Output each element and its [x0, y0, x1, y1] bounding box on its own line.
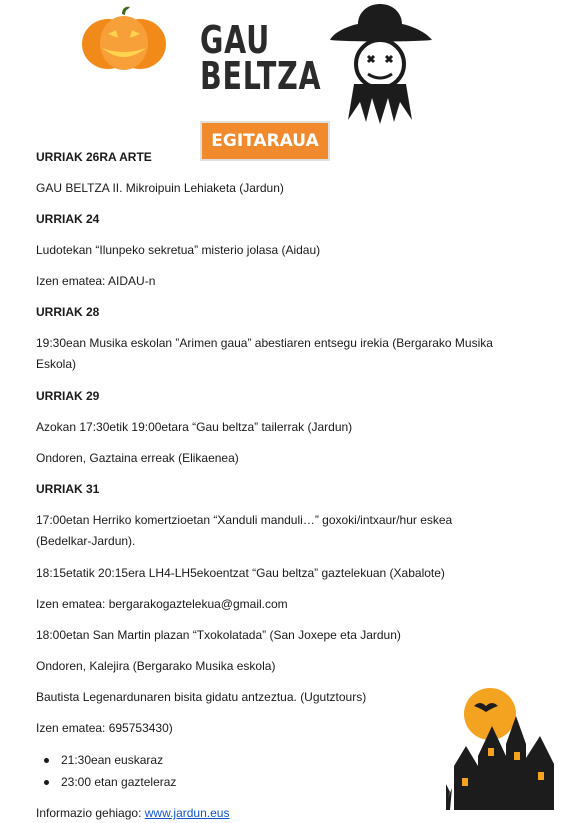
date-heading: URRIAK 26RA ARTE: [36, 150, 152, 164]
event-line: Ondoren, Kalejira (Bergarako Musika eskola): [36, 659, 276, 673]
header: [0, 0, 561, 170]
more-info: [36, 806, 229, 820]
website-link[interactable]: www.jardun.eus: [144, 806, 230, 820]
list-item: [44, 753, 163, 767]
list-item-text: 21:30ean euskaraz: [61, 753, 164, 767]
event-line: Izen ematea: AIDAU-n: [36, 274, 156, 288]
date-heading: URRIAK 31: [36, 482, 100, 496]
list-item: [44, 775, 176, 789]
event-line: Ludotekan “Ilunpeko sekretua” misterio jolasa (Aidau): [36, 243, 321, 257]
event-line: 18:15etatik 20:15era LH4-LH5ekoentzat “Gau beltza” gaztelekuan (Xabalote): [36, 566, 445, 580]
pumpkin-icon: [78, 4, 170, 72]
event-line: Ondoren, Gaztaina erreak (Elikaenea): [36, 451, 239, 465]
event-line: 17:00etan Herriko komertzioetan “Xanduli manduli…” goxoki/intxaur/hur eskea (Bedelkar-Jardun).: [36, 513, 453, 548]
haunted-house-icon: [444, 686, 558, 810]
event-line: Azokan 17:30etik 19:00etara “Gau beltza” tailerrak (Jardun): [36, 420, 353, 434]
event-line: Izen ematea: 695753430): [36, 721, 173, 735]
event-line: Izen ematea: bergarakogaztelekua@gmail.com: [36, 597, 288, 611]
date-heading: URRIAK 28: [36, 305, 100, 319]
scarecrow-icon: [328, 2, 434, 128]
event-line: 19:30ean Musika eskolan ”Arimen gaua” abestiaren entsegu irekia (Bergarako Musika Eskola): [36, 336, 493, 371]
event-line: 18:00etan San Martin plazan “Txokolatada” (San Joxepe eta Jardun): [36, 628, 401, 642]
more-info-label: Informazio gehiago:: [36, 806, 142, 820]
date-heading: URRIAK 24: [36, 212, 100, 226]
date-heading: URRIAK 29: [36, 389, 100, 403]
list-item-text: 23:00 etan gazteleraz: [61, 775, 177, 789]
program-badge: EGITARAUA: [200, 121, 330, 161]
logo-line2: BELTZA: [200, 54, 322, 98]
bullet-icon: [44, 780, 49, 785]
event-line: Bautista Legenardunaren bisita gidatu antzeztua. (Ugutztours): [36, 690, 367, 704]
logo-line1: GAU: [200, 18, 270, 62]
event-line: GAU BELTZA II. Mikroipuin Lehiaketa (Jardun): [36, 181, 284, 195]
bullet-icon: [44, 758, 49, 763]
